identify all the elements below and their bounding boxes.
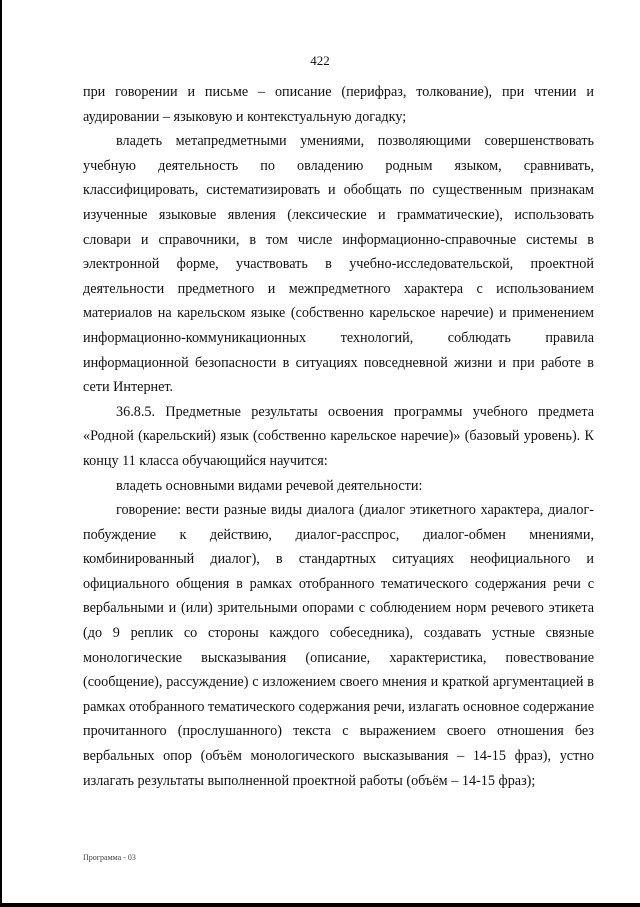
paragraph-continuation: при говорении и письме – описание (перифраз, толкование), при чтении и аудировании – языковую и контекстуальную догадку; xyxy=(83,84,594,125)
paragraph-metasubject-skills: владеть метапредметными умениями, позволяющими совершенствовать учебную деятельность по овладению родным языком, сравнивать, классифицировать, систематизировать и обобщать по существенным признакам изученные языковые явления (лексические и грамматические), использовать словари и справочники, в том числе информационно-справочные системы в электронной форме, участвовать в учебно-исследовательской, проектной деятельности предметного и межпредметного характера с использованием материалов на карельском языке (собственно карельское наречие) и применением информационно-коммуникационных технологий, соблюдать правила информационной безопасности в ситуациях повседневной жизни и при работе в сети Интернет. xyxy=(83,133,594,396)
scan-border-left xyxy=(0,0,2,907)
page-number: 422 xyxy=(310,53,330,68)
scan-border-bottom xyxy=(0,903,640,907)
paragraph-speaking: говорение: вести разные виды диалога (диалог этикетного характера, диалог-побуждение к действию, диалог-расспрос, диалог-обмен мнениями, комбинированный диалог), в стандартных ситуациях неофициального и официального общения в рамках отобранного тематического содержания речи с вербальными и (или) зрительными опорами с соблюдением норм речевого этикета (до 9 реплик со стороны каждого собеседника), создавать устные связные монологические высказывания (описание, характеристика, повествование (сообщение), рассуждение) с изложением своего мнения и краткой аргументацией в рамках отобранного тематического содержания речи, излагать основное содержание прочитанного (прослушанного) текста с выражением своего отношения без вербальных опор (объём монологического высказывания – 14-15 фраз), устно излагать результаты выполненной проектной работы (объём – 14-15 фраз); xyxy=(83,502,594,789)
paragraph-section-36-8-5: 36.8.5. Предметные результаты освоения программы учебного предмета «Родной (карельский) язык (собственно карельское наречие)» (базовый уровень). К концу 11 класса обучающийся научится: xyxy=(83,403,594,469)
paragraph-speech-activity: владеть основными видами речевой деятельности: xyxy=(116,477,423,494)
document-body xyxy=(83,80,594,793)
page-footer: Программа - 03 xyxy=(83,853,136,862)
